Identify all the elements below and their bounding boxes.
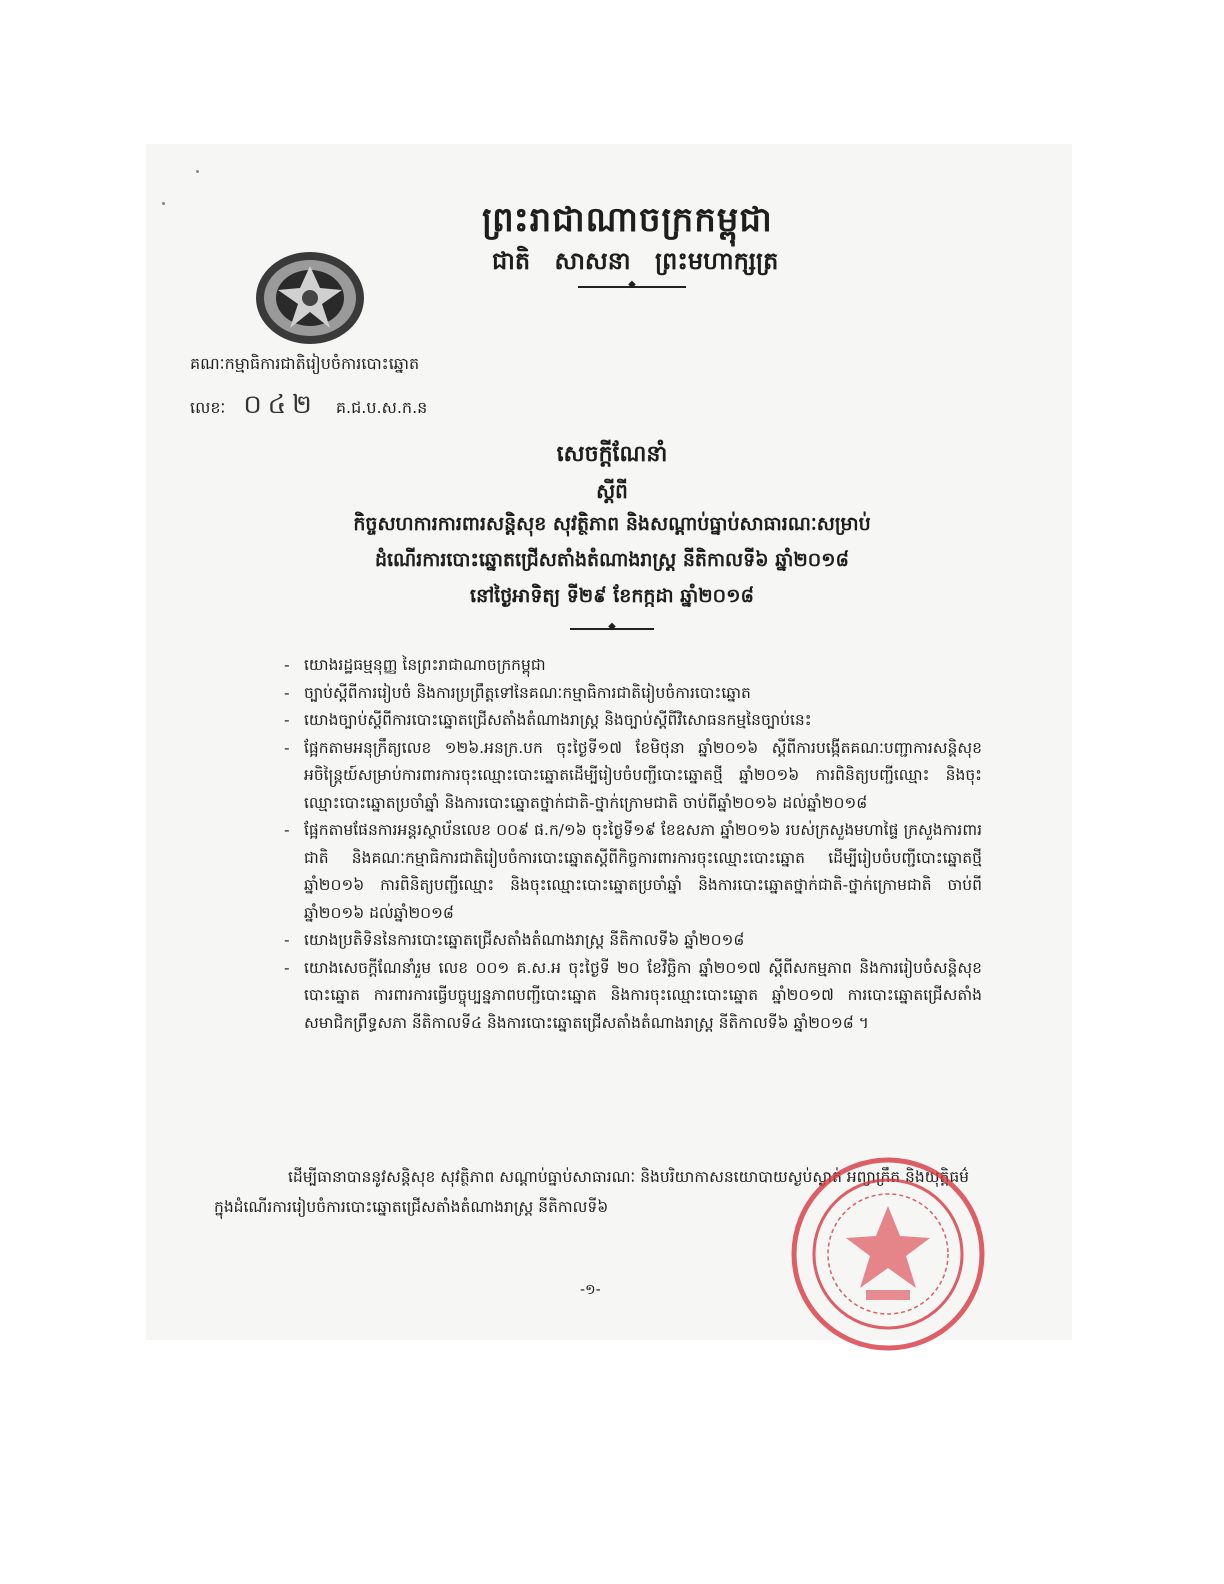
title-divider <box>570 628 654 630</box>
reference-line <box>190 388 427 426</box>
list-item: - យោងប្រតិទិននៃការបោះឆ្នោតជ្រើសតាំងតំណាងរាស្ត្រ នីតិកាលទី៦ ឆ្នាំ២០១៨ <box>282 927 982 955</box>
list-item: - យោងរដ្ឋធម្មនុញ្ញ នៃព្រះរាជាណាចក្រកម្ពុជា <box>282 652 982 680</box>
list-item: - ផ្អែកតាមអនុក្រឹត្យលេខ ១២៦.អនក្រ.បក ចុះថ្ងៃទី១៧ ខែមិថុនា ឆ្នាំ២០១៦ ស្តីពីការបង្កើតគណៈបញ្ជាការសន្តិសុខអចិន្ត្រៃយ៍សម្រាប់ការពារការចុះឈ្មោះបោះឆ្នោតដើម្បីរៀបចំបញ្ជីបោះឆ្នោតថ្មី ឆ្នាំ២០១៦ ការពិនិត្យបញ្ជីឈ្មោះ និងចុះឈ្មោះបោះឆ្នោតប្រចាំឆ្នាំ និងការបោះឆ្នោតថ្នាក់ជាតិ-ថ្នាក់ក្រោមជាតិ ចាប់ពីឆ្នាំ២០១៦ ដល់ឆ្នាំ២០១៨ <box>282 735 982 818</box>
national-emblem-seal <box>252 248 368 348</box>
subject-line-1: កិច្ចសហការការពារសន្តិសុខ សុវត្ថិភាព និងសណ្តាប់ធ្នាប់សាធារណៈសម្រាប់ <box>353 513 871 535</box>
scan-speck <box>162 202 165 205</box>
list-item: - យោងច្បាប់ស្តីពីការបោះឆ្នោតជ្រើសតាំងតំណាងរាស្ត្រ និងច្បាប់ស្តីពីវិសោធនកម្មនៃច្បាប់នេះ <box>282 707 982 735</box>
subject-line-2: ដំណើរការបោះឆ្នោតជ្រើសតាំងតំណាងរាស្ត្រ នីតិកាលទី៦ ឆ្នាំ២០១៨ <box>374 549 850 571</box>
reference-label: លេខៈ <box>190 398 226 417</box>
reference-code: គ.ជ.ប.ស.ក.ន <box>335 398 428 417</box>
subject-line-3: នៅថ្ងៃអាទិត្យ ទី២៩ ខែកក្កដា ឆ្នាំ២០១៨ <box>470 585 754 607</box>
scan-speck <box>196 170 199 173</box>
legal-basis-list <box>282 652 982 1037</box>
official-red-stamp <box>790 1156 986 1352</box>
page-number: -១- <box>580 1282 601 1298</box>
closing-paragraph: ដើម្បីធានាបាននូវសន្តិសុខ សុវត្ថិភាព សណ្តាប់ធ្នាប់សាធារណៈ និងបរិយាកាសនយោបាយស្ងប់ស្ងាត់ អព្យាក្រឹត និងយុត្តិធម៌ក្នុងដំណើរការរៀបចំការបោះឆ្នោតជ្រើសតាំងតំណាងរាស្ត្រ នីតិកាលទី៦ <box>214 1168 970 1216</box>
reference-number: ០៤២ <box>243 390 318 420</box>
document-title: សេចក្តីណែនាំ <box>556 442 668 467</box>
list-item: - ច្បាប់ស្តីពីការរៀបចំ និងការប្រព្រឹត្តទៅនៃគណៈកម្មាធិការជាតិរៀបចំការបោះឆ្នោត <box>282 680 982 708</box>
national-motto: ជាតិ សាសនា ព្រះមហាក្សត្រ <box>492 247 779 275</box>
kingdom-header: ព្រះរាជាណាចក្រកម្ពុជា <box>482 200 773 240</box>
title-regarding: ស្តីពី <box>596 479 628 503</box>
list-item: - ផ្អែកតាមផែនការអន្តរស្ថាប័នលេខ ០០៩ ផ.ក/១៦ ចុះថ្ងៃទី១៩ ខែឧសភា ឆ្នាំ២០១៦ របស់ក្រសួងមហាផ្ទៃ ក្រសួងការពារជាតិ និងគណៈកម្មាធិការជាតិរៀបចំការបោះឆ្នោតស្តីពីកិច្ចការពារការចុះឈ្មោះបោះឆ្នោត ដើម្បីរៀបចំបញ្ជីបោះឆ្នោតថ្មី ឆ្នាំ២០១៦ ការពិនិត្យបញ្ជីឈ្មោះ និងចុះឈ្មោះបោះឆ្នោតប្រចាំឆ្នាំ និងការបោះឆ្នោតថ្នាក់ជាតិ-ថ្នាក់ក្រោមជាតិ ចាប់ពីឆ្នាំ២០១៦ ដល់ឆ្នាំ២០១៨ <box>282 817 982 927</box>
list-item: - យោងសេចក្តីណែនាំរួម លេខ ០០១ គ.ស.អ ចុះថ្ងៃទី ២០ ខែវិច្ឆិកា ឆ្នាំ២០១៧ ស្តីពីសកម្មភាព និងការរៀបចំសន្តិសុខបោះឆ្នោត ការពារការធ្វើបច្ចុប្បន្នភាពបញ្ជីបោះឆ្នោត និងការចុះឈ្មោះបោះឆ្នោត ឆ្នាំ២០១៧ ការបោះឆ្នោតជ្រើសតាំងសមាជិកព្រឹទ្ធសភា នីតិកាលទី៤ និងការបោះឆ្នោតជ្រើសតាំងតំណាងរាស្ត្រ នីតិកាលទី៦ ឆ្នាំ២០១៨ ។ <box>282 955 982 1038</box>
issuing-committee: គណៈកម្មាធិការជាតិរៀបចំការបោះឆ្នោត <box>190 354 420 373</box>
header-divider <box>578 286 686 288</box>
